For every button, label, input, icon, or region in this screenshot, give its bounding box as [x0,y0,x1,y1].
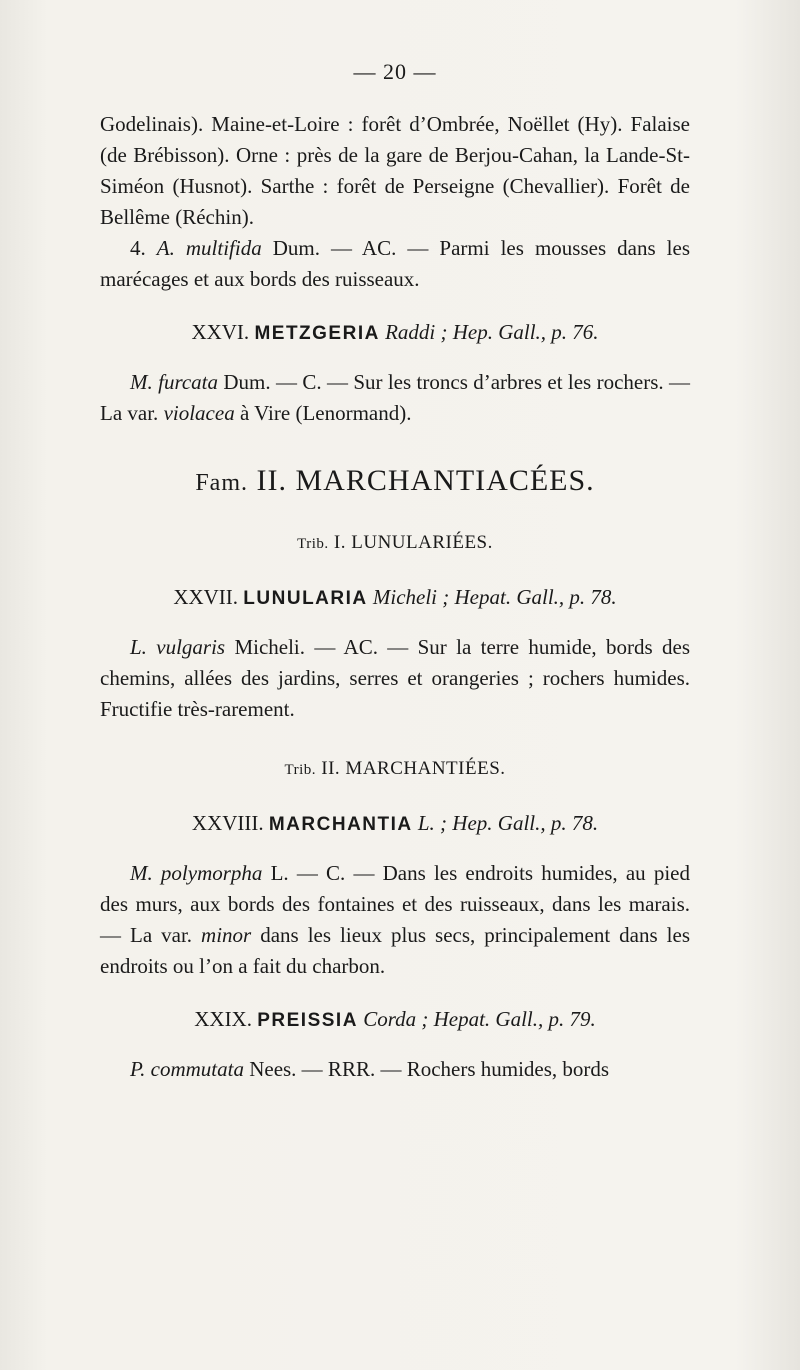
entry-text: Micheli. — AC. — Sur la terre humide, bords des chemins, allées des jardins, serres et orangeries ; rochers humides. Fructifie très-rarement. [100,635,690,721]
species-entry-furcata [100,367,690,429]
genus-name: METZGERIA [254,323,380,344]
entry-text: Dum. — AC. — Parmi les mousses dans les marécages et aux bords des ruisseaux. [100,236,690,291]
tribe-heading-lunulariees [100,527,690,560]
species-name: L. vulgaris [130,635,226,659]
family-title: II. MARCHANTIACÉES. [248,464,595,497]
species-entry-polymorpha [100,858,690,982]
variety-name: minor [201,923,252,947]
genus-numeral: XXVII. [173,585,244,609]
species-entry-multifida [100,233,690,295]
species-name: P. commutata [130,1057,244,1081]
genus-reference: Micheli ; Hepat. Gall., p. 78. [367,585,617,609]
family-heading [100,465,690,499]
species-name: M. furcata [130,370,218,394]
genus-heading-lunularia [100,582,690,614]
species-name: M. polymorpha [130,861,263,885]
entry-text: Nees. — RRR. — Rochers humides, bords [243,1057,610,1081]
genus-name: PREISSIA [257,1010,358,1031]
species-name: A. multifida [156,236,262,260]
entry-prefix: 4. [130,236,157,260]
entry-text: Dum. — C. — Sur les troncs d’arbres et les rochers. — La var. [100,370,690,425]
entry-text: L. — C. — Dans les endroits humides, au pied des murs, aux bords des fontaines et des ruisseaux, dans les marais. — La var. [100,861,690,947]
genus-heading-preissia [100,1004,690,1036]
species-entry-vulgaris [100,632,690,725]
entry-text: à Vire (Lenormand). [234,401,412,425]
genus-reference: L. ; Hep. Gall., p. 78. [412,811,599,835]
genus-heading-metzgeria [100,317,690,349]
genus-numeral: XXVIII. [191,811,269,835]
tribe-title: II. MARCHANTIÉES. [316,758,506,779]
genus-heading-marchantia [100,808,690,840]
genus-name: MARCHANTIA [268,814,413,835]
tribe-label: Trib. [284,762,317,778]
entry-text: dans les lieux plus secs, principalement dans les endroits ou l’on a fait du charbon. [100,923,691,978]
genus-reference: Raddi ; Hep. Gall., p. 76. [379,320,599,344]
genus-numeral: XXIX. [194,1007,258,1031]
family-label: Fam. [195,470,248,496]
species-entry-commutata [100,1054,690,1085]
genus-name: LUNULARIA [243,588,368,609]
tribe-title: I. LUNULARIÉES. [328,532,493,553]
page-content [100,56,690,1085]
page-number: — 20 — [353,59,437,84]
variety-name: violacea [163,401,235,425]
paragraph-localities: Godelinais). Maine-et-Loire : forêt d’Ombrée, Noëllet (Hy). Falaise (de Brébisson). Orne : près de la gare de Berjou-Cahan, la Lande-St-Siméon (Husnot). Sarthe : forêt de Perseigne (Chevallier). Forêt de Bellême (Réchin). [100,112,690,229]
genus-reference: Corda ; Hepat. Gall., p. 79. [357,1007,596,1031]
genus-numeral: XXVI. [191,320,255,344]
tribe-heading-marchantiees [100,753,690,786]
tribe-label: Trib. [297,536,329,552]
